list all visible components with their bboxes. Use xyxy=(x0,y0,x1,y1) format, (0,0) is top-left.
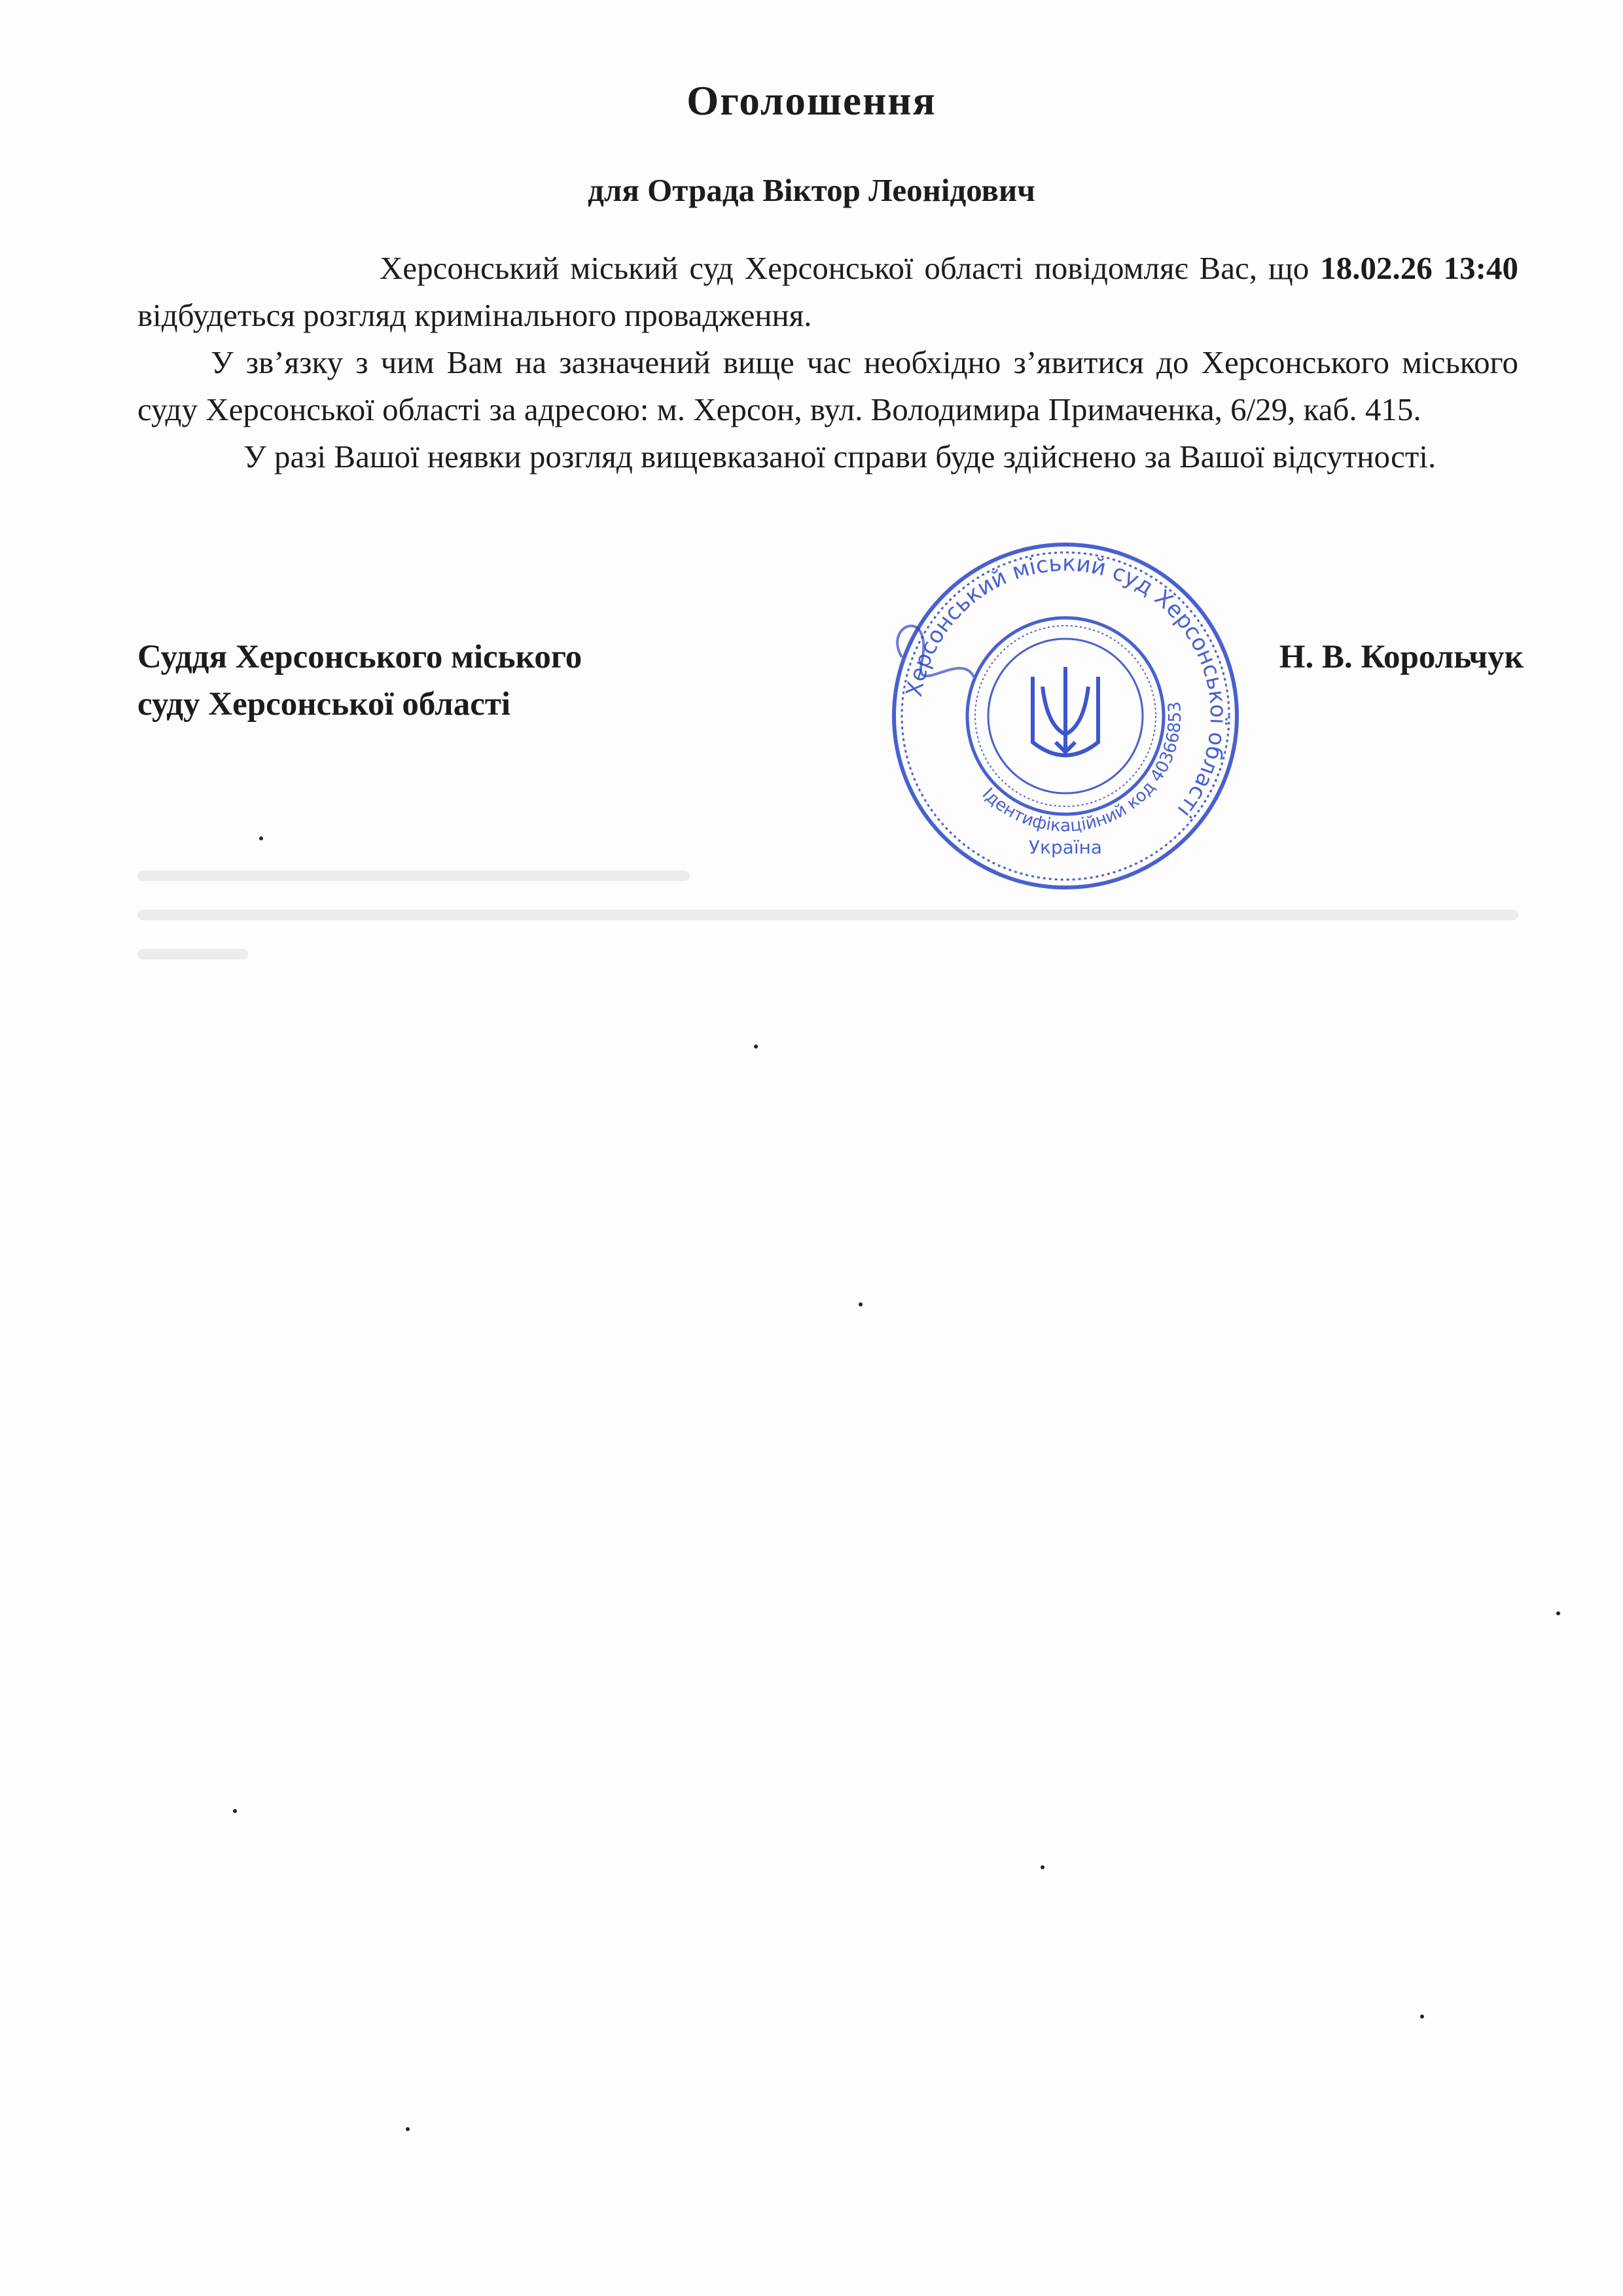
judge-position-line1: Суддя Херсонського міського xyxy=(137,639,582,675)
bleed-through-text xyxy=(137,864,1518,995)
scan-speck xyxy=(406,2127,410,2131)
scan-speck xyxy=(259,836,263,840)
document-title: Оголошення xyxy=(687,78,936,124)
paragraph-hearing-notice xyxy=(137,245,1518,339)
seal-outer-text: Херсонський міський суд Херсонської області xyxy=(901,550,1232,823)
judge-position xyxy=(137,634,582,728)
trident-emblem-icon xyxy=(1033,667,1098,755)
court-seal-stamp xyxy=(876,526,1255,906)
paragraph1-start: Херсонський міський суд Херсонської області повідомляє Вас, що xyxy=(380,250,1321,286)
judge-position-line2: суду Херсонської області xyxy=(137,686,511,723)
seal-code-text: Ідентифікаційний код 40366853 xyxy=(978,700,1186,836)
scan-speck xyxy=(1556,1611,1560,1615)
addressee-line: для Отрада Віктор Леонідович xyxy=(588,172,1035,208)
judge-name: Н. В. Корольчук xyxy=(1279,639,1524,675)
scan-speck xyxy=(233,1809,237,1813)
paragraph-absence-warning: У разі Вашої неявки розгляд вищевказаної справи буде здійснено за Вашої відсутності. xyxy=(243,439,1436,475)
scan-speck xyxy=(754,1045,758,1049)
scan-speck xyxy=(1420,2015,1424,2018)
paragraph1-end: відбудеться розгляд кримінального провадження. xyxy=(137,297,812,333)
paragraph-appearance-address: У зв’язку з чим Вам на зазначений вище час необхідно з’явитися до Херсонського міського суду Херсонської області за адресою: м. Херсон, вул. Володимира Примаченка, 6/29, каб. 415. xyxy=(137,344,1518,427)
notice-body xyxy=(137,245,1518,480)
hearing-datetime: 18.02.26 13:40 xyxy=(1320,250,1518,286)
scan-speck xyxy=(859,1302,863,1306)
scan-speck xyxy=(1041,1865,1044,1869)
seal-country-text: Україна xyxy=(1028,836,1103,858)
